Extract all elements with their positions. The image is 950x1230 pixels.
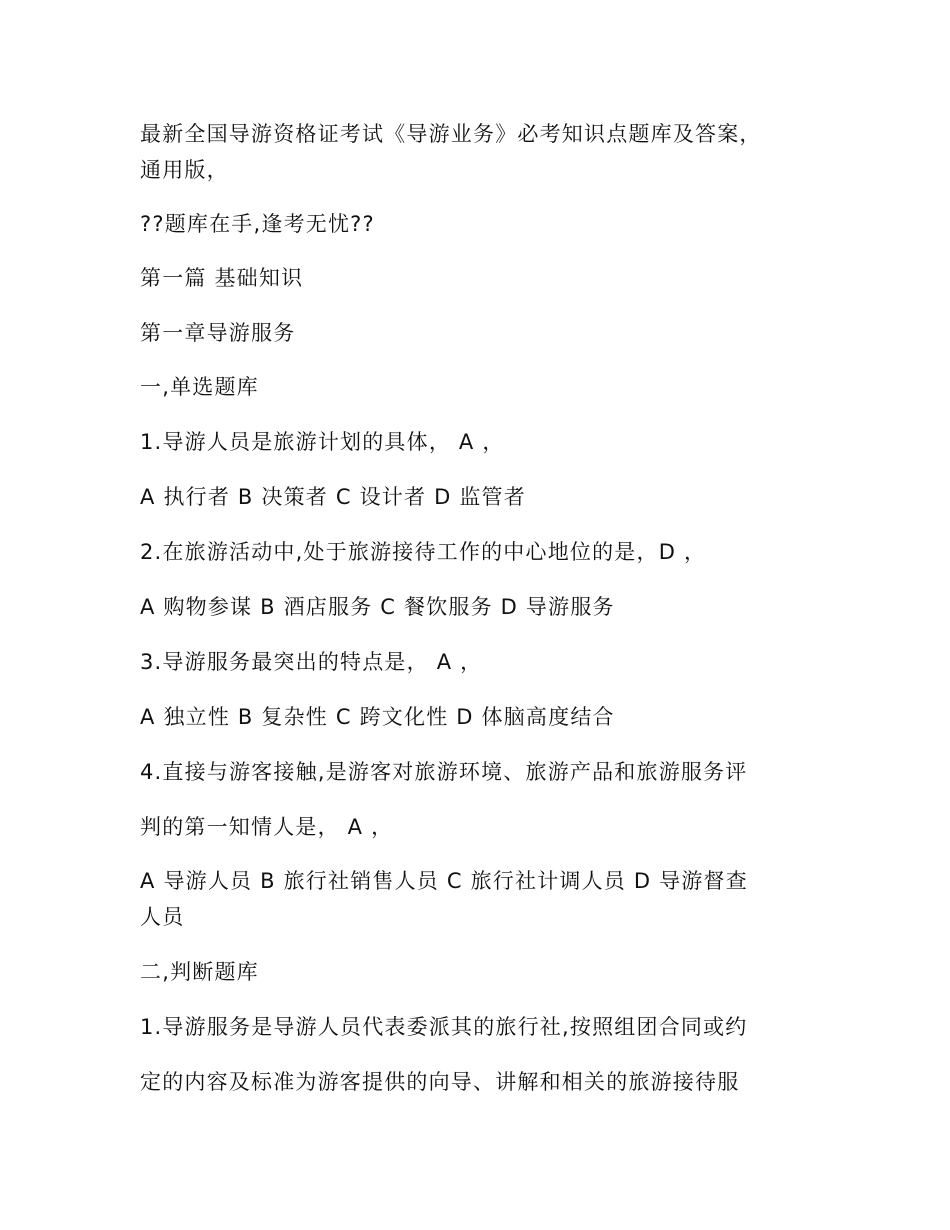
- tf-question-1-line-1: 1.导游服务是导游人员代表委派其的旅行社,按照组团合同或约: [140, 1015, 748, 1039]
- chapter-heading: 第一章导游服务: [140, 321, 296, 345]
- question-2-options: A 购物参谋 B 酒店服务 C 餐饮服务 D 导游服务: [140, 595, 615, 619]
- document-title-line-1: 最新全国导游资格证考试《导游业务》必考知识点题库及答案，: [140, 122, 762, 146]
- part-heading: 第一篇 基础知识: [140, 266, 304, 290]
- question-4-options-line-1: A 导游人员 B 旅行社销售人员 C 旅行社计调人员 D 导游督查: [140, 869, 748, 893]
- question-3-options: A 独立性 B 复杂性 C 跨文化性 D 体脑高度结合: [140, 705, 615, 729]
- slogan: ??题库在手,逢考无忧??: [140, 212, 375, 236]
- question-1-options: A 执行者 B 决策者 C 设计者 D 监管者: [140, 485, 526, 509]
- tf-question-1-line-2: 定的内容及标准为游客提供的向导、讲解和相关的旅游接待服: [140, 1070, 740, 1094]
- question-2: 2.在旅游活动中,处于旅游接待工作的中心地位的是，D ，: [140, 540, 707, 564]
- document-title-line-2: 通用版，: [140, 158, 229, 182]
- section-heading-true-false: 二,判断题库: [140, 960, 259, 984]
- question-1: 1.导游人员是旅游计划的具体， A ，: [140, 430, 505, 454]
- question-3: 3.导游服务最突出的特点是， A ，: [140, 650, 483, 674]
- question-4-options-line-2: 人员: [140, 905, 185, 929]
- section-heading-single-choice: 一,单选题库: [140, 375, 259, 399]
- question-4-line-2: 判的第一知情人是， A ，: [140, 815, 394, 839]
- question-4-line-1: 4.直接与游客接触,是游客对旅游环境、旅游产品和旅游服务评: [140, 760, 748, 784]
